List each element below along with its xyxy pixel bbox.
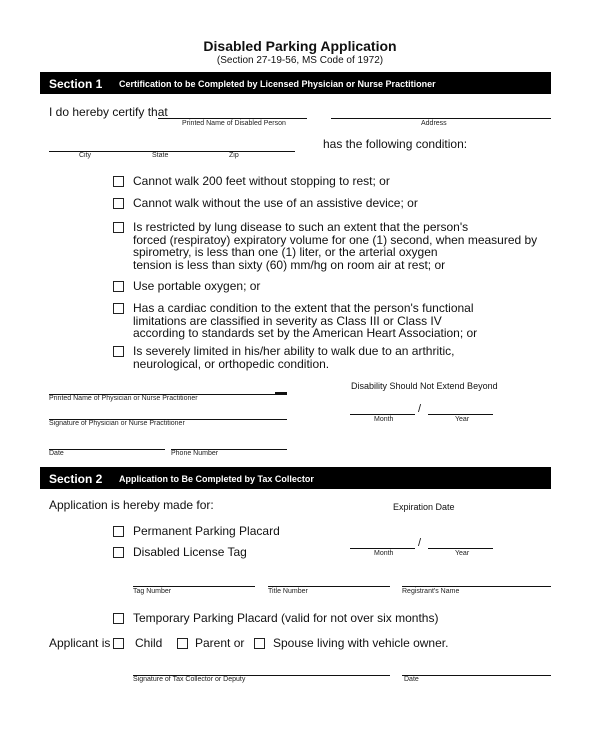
- condition-text: Use portable oxygen; or: [133, 279, 261, 293]
- condition-checkbox[interactable]: [113, 303, 124, 314]
- line-mark: [275, 392, 287, 394]
- section-2-header: [40, 467, 551, 489]
- form-title: Disabled Parking Application: [203, 38, 397, 54]
- expiration-year-field[interactable]: [428, 548, 493, 549]
- printed-name-label: Printed Name of Disabled Person: [182, 120, 286, 127]
- permanent-placard-checkbox[interactable]: [113, 526, 124, 537]
- parent-checkbox[interactable]: [177, 638, 188, 649]
- physician-signature-label: Signature of Physician or Nurse Practitioner: [49, 420, 185, 427]
- month-label: Month: [374, 416, 394, 423]
- phone-label: Phone Number: [171, 450, 219, 457]
- parent-label: Parent or: [195, 636, 245, 650]
- section-2-label: Section 2: [49, 472, 103, 486]
- disabled-person-name-field[interactable]: [158, 118, 307, 119]
- date-label: Date: [49, 450, 64, 457]
- condition-text: Cannot walk 200 feet without stopping to rest; or: [133, 174, 390, 188]
- section-1-header: [40, 72, 551, 94]
- address-field[interactable]: [331, 118, 551, 119]
- tag-number-field[interactable]: [133, 586, 255, 587]
- condition-text: Cannot walk without the use of an assistive device; or: [133, 196, 418, 210]
- tax-collector-signature-label: Signature of Tax Collector or Deputy: [133, 676, 246, 683]
- condition-text: Is severely limited in his/her ability to walk due to an arthritic, neurological, or orthopedic condition.: [133, 344, 455, 371]
- condition-checkbox[interactable]: [113, 198, 124, 209]
- condition-checkbox[interactable]: [113, 346, 124, 357]
- city-label: City: [79, 152, 92, 159]
- slash: /: [418, 537, 422, 549]
- spouse-label: Spouse living with vehicle owner.: [273, 636, 449, 650]
- disability-month-field[interactable]: [350, 414, 415, 415]
- title-number-field[interactable]: [268, 586, 390, 587]
- disability-label: Disability Should Not Extend Beyond: [351, 381, 498, 391]
- tax-collector-date-field[interactable]: [402, 675, 551, 676]
- temporary-placard-checkbox[interactable]: [113, 613, 124, 624]
- year-label: Year: [455, 416, 470, 423]
- spouse-checkbox[interactable]: [254, 638, 265, 649]
- physician-name-label: Printed Name of Physician or Nurse Practitioner: [49, 395, 198, 402]
- condition-text: Has a cardiac condition to the extent that the person's functional limitations are classified in severity as Class III or Class IV according to standards set by the American Heart Association; or: [133, 301, 478, 340]
- permanent-placard-label: Permanent Parking Placard: [133, 524, 280, 538]
- child-checkbox[interactable]: [113, 638, 124, 649]
- title-number-label: Title Number: [268, 588, 308, 595]
- condition-text: has the following condition:: [323, 137, 468, 151]
- tag-number-label: Tag Number: [133, 588, 172, 595]
- expiration-month-field[interactable]: [350, 548, 415, 549]
- condition-text: Is restricted by lung disease to such an extent that the person's forced (respiratoy) expiratory volume for one (1) second, when measured by spirometry, is less than one (1) liter, or the arterial oxygen tension is less than sixty (60) mm/hg on room air at rest; or: [133, 220, 538, 272]
- state-label: State: [152, 152, 169, 159]
- address-label: Address: [421, 120, 447, 127]
- disability-year-field[interactable]: [428, 414, 493, 415]
- license-tag-checkbox[interactable]: [113, 547, 124, 558]
- license-tag-label: Disabled License Tag: [133, 545, 247, 559]
- section-1-description: Certification to be Completed by Licensed Physician or Nurse Practitioner: [119, 79, 436, 89]
- condition-checkbox[interactable]: [113, 281, 124, 292]
- registrant-name-field[interactable]: [402, 586, 551, 587]
- temporary-placard-label: Temporary Parking Placard (valid for not over six months): [133, 611, 439, 625]
- registrant-name-label: Registrant's Name: [402, 588, 460, 595]
- form-subtitle: (Section 27-19-56, MS Code of 1972): [216, 55, 384, 66]
- date-field[interactable]: [49, 449, 165, 450]
- applicant-label: Applicant is: [49, 636, 111, 650]
- application-text: Application is hereby made for:: [49, 498, 214, 512]
- certify-text: I do hereby certify that: [49, 105, 168, 119]
- month-label: Month: [374, 550, 394, 557]
- zip-label: Zip: [229, 152, 239, 159]
- section-2-description: Application to Be Completed by Tax Collector: [119, 474, 314, 484]
- condition-checkbox[interactable]: [113, 222, 124, 233]
- section-1-label: Section 1: [49, 77, 103, 91]
- tax-collector-date-label: Date: [404, 676, 419, 683]
- year-label: Year: [455, 550, 470, 557]
- child-label: Child: [135, 636, 163, 650]
- slash: /: [418, 403, 422, 415]
- condition-checkbox[interactable]: [113, 176, 124, 187]
- expiration-label: Expiration Date: [393, 502, 455, 512]
